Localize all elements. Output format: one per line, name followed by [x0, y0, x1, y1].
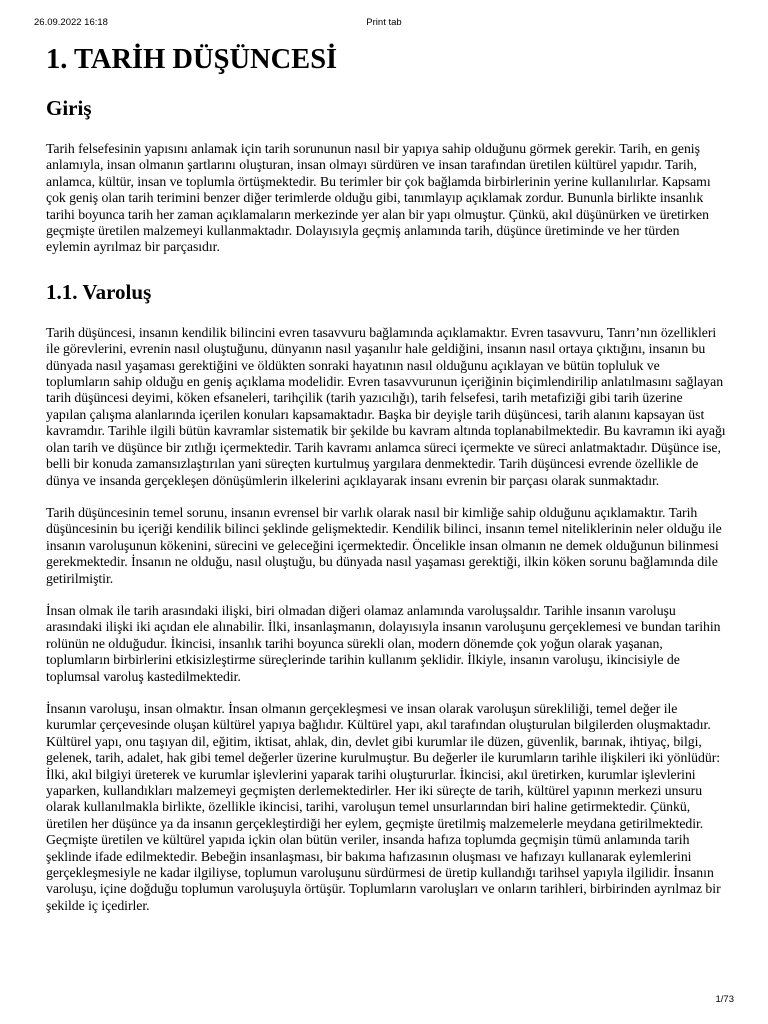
paragraph: Tarih düşüncesinin temel sorunu, insanın evrensel bir varlık olarak nasıl bir kimliğe sahip olduğunu açıklamaktır. Tarih düşüncesinin bu içeriği kendilik bilinci şeklinde gelişmektedir. Kendilik bilinci, insanın temel niteliklerinin neler olduğu ile insanın varoluşunun kökenini, sürecini ve geleceğini içermektedir. Öncelikle insan olmanın ne demek olduğunun bilinmesi gerekmektedir. İnsanın ne olduğu, nasıl oluştuğu, bu dünyada nasıl yaşaması gerektiği, ilkin köken sorunu bağlamında dile getirilmiştir.	[46, 504, 722, 586]
print-date: 26.09.2022 16:18	[34, 17, 108, 28]
paragraph: İnsanın varoluşu, insan olmaktır. İnsan olmanın gerçekleşmesi ve insan olarak varoluşun sürekliliği, temel değer ile kurumlar çerçevesinde oluşan kültürel yapıya bağlıdır. Kültürel yapı, akıl tarafından oluşturulan bilgilerden oluşmaktadır. Kültürel yapı, onu taşıyan dil, eğitim, iktisat, ahlak, din, devlet gibi kurumlar ile düzen, güvenlik, barınak, ihtiyaç, bilgi, gelenek, tarih, adalet, hak gibi temel değerler üzerine kurulmuştur. Bu değerler ile kurumların tarihle ilişkileri iki yönlüdür: İlki, akıl bilgiyi üreterek ve kurumlar işlevlerini yaparak tarihi oluştururlar. İkincisi, akıl üretirken, kurumlar işlevlerini yaparken, kullandıkları malzemeyi geçmişten derlemektedirler. Her iki süreçte de tarih, kültürel yapının merkezi unsuru olarak kullanılmakla birlikte, özellikle ikincisi, tarihi, varoluşun temel unsurlarından biri haline getirmektedir. Çünkü, üretilen her düşünce ya da insanın gerçekleştirdiği her eylem, geçmişte üretilmiş malzemelerle meydana getirilmektedir. Geçmişte üretilen ve kültürel yapıda içkin olan bütün veriler, insanda hafıza toplumda geçmişin tümü anlamında tarih şeklinde ifade edilmektedir. Bebeğin insanlaşması, bir bakıma hafızasının oluşması ve hafızayı kullanarak eylemlerini gerçekleşmesiyle ne kadar ilgiliyse, toplumun varoluşunu sürdürmesi de üretip kullandığı tarihsel yapıyla ilgilidir. İnsanın varoluşu, içine doğduğu toplumun varoluşuyla örtüşür. Toplumların varoluşları ve onların tarihleri, birbirinden ayrılmaz bir şekilde iç içedirler.	[46, 700, 721, 913]
print-header	[0, 17, 768, 29]
section-heading-giris: Giriş	[46, 96, 92, 120]
document-title: 1. TARİH DÜŞÜNCESİ	[46, 44, 338, 75]
paragraph: İnsan olmak ile tarih arasındaki ilişki, biri olmadan diğeri olamaz anlamında varoluşsaldır. Tarihle insanın varoluşu arasındaki ilişki iki açıdan ele alınabilir. İlki, insanlaşmanın, dolayısıyla insanın varoluşunu gerçeklemesi ve bundan tarihin rolünün ne olduğudur. İkincisi, insanlık tarihi boyunca sürekli olan, modern dönemde çok yoğun olarak yaşanan, toplumların birbirlerini etkisizleştirme süreçlerinde tarihin kullanım şeklidir. İlkiyle, insanın varoluşu, ikincisiyle de toplumsal varoluş kastedilmektedir.	[46, 602, 721, 684]
paragraph: Tarih felsefesinin yapısını anlamak için tarih sorununun nasıl bir yapıya sahip olduğunu görmek gerekir. Tarih, en geniş anlamıyla, insan olmanın şartlarını oluşturan, insan olmayı sürdüren ve insan tarafından üretilen kültürel yapıdır. Tarih, anlamca, kültür, insan ve toplumla örtüşmektedir. Bu terimler bir çok bağlamda birbirlerinin yerine kullanılırlar. Kapsamı çok geniş olan tarih terimini benzer diğer terimlerde olduğu gibi, tanımlayıp açıklamak zordur. Bununla birlikte insanlık tarihi boyunca tarih her zaman açıklamaların merkezinde yer alan bir yapı olmuştur. Çünkü, akıl düşünürken ve üretirken geçmişte üretilen malzemeyi kullanmaktadır. Dolayısıyla geçmiş anlamında tarih, düşünce üretiminde ve her türden eylemin ayrılmaz bir parçasıdır.	[46, 141, 711, 255]
page-number: 1/73	[715, 994, 734, 1005]
print-title: Print tab	[366, 17, 402, 28]
paragraph: Tarih düşüncesi, insanın kendilik bilincini evren tasavvuru bağlamında açıklamaktır. Evren tasavvuru, Tanrı’nın özellikleri ile görevlerini, evrenin nasıl oluştuğunu, dünyanın nasıl yaşanılır hale geldiğini, insanın nasıl ortaya çıktığını, insanın bu dünyada nasıl yaşaması gerektiğini ve öldükten sonraki hayatının nasıl olduğunu açıklayan ve bütün topluluk ve toplumların sahip olduğu en geniş açıklama modelidir. Evren tasavvurunun içeriğinin biçimlendirilip anlatılmasını sağlayan tarih düşüncesi deyimi, köken efsaneleri, tarihçilik (tarih yazıcılığı), tarih felsefesi, tarih metafiziği gibi tarih üzerine yapılan çalışma alanlarında içerilen konuları kapsamaktadır. Başka bir deyişle tarih düşüncesi, tarih alanını kapsayan üst kavramdır. Tarihle ilgili bütün kavramlar sistematik bir şekilde bu kavram altında toplanabilmektedir. Bu kavramın iki ayağı olan tarih ve düşünce bir zıtlığı içermektedir. Tarih kavramı anlamca süreci içermekte ve süreci anlatmaktadır. Düşünce ise, belli bir konuda zamansızlaştırılan yani süreçten kurtulmuş yargılara denmektedir. Tarih düşüncesi evrende özellikle de dünya ve insanda gerçekleşen dönüşümlerin ilkelerini açıklayarak insanı evrenin bir parçası olarak sunmaktadır.	[46, 324, 726, 488]
section-heading-varolus: 1.1. Varoluş	[46, 279, 152, 304]
document-content	[46, 40, 726, 914]
